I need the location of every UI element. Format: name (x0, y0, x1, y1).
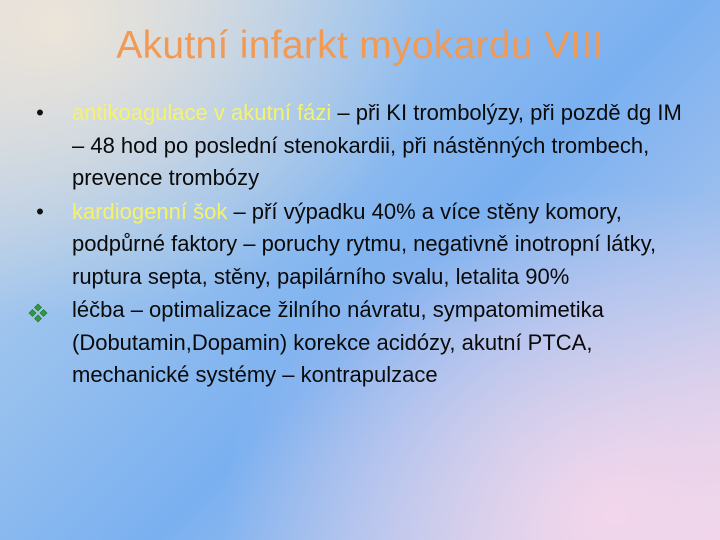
bullet-dot: • (36, 100, 44, 125)
bullet-text: – pří výpadku 40% a více stěny komory, podpůrné faktory – poruchy rytmu, negativně inotropní látky, ruptura septa, stěny, papilárního svalu, letalita 90% (72, 198, 657, 289)
bullet-dot: • (36, 198, 44, 224)
bullet-text: léčba – optimalizace žilního návratu, sympatomimetika (Dobutamin,Dopamin) korekce acidózy, akutní PTCA, mechanické systémy – kontrapulzace (72, 297, 604, 387)
slide-title: Akutní infarkt myokardu VIII (116, 24, 604, 67)
bullet-item-cardiogenic-shock (30, 196, 700, 294)
bullet-highlight: kardiogenní šok (72, 198, 228, 224)
bullet-list (30, 97, 700, 393)
bullet-highlight: antikoagulace v akutní fázi (72, 100, 332, 125)
bullet-text: – při KI trombolýzy, při pozdě dg IM – 48 hod po poslední stenokardii, při nástěnných trombech, prevence trombózy (72, 100, 682, 190)
bullet-item-treatment (30, 294, 700, 392)
diamond-cluster-icon (28, 300, 48, 320)
diamond-cluster-svg (28, 303, 48, 323)
bullet-item-anticoagulation (30, 97, 700, 195)
